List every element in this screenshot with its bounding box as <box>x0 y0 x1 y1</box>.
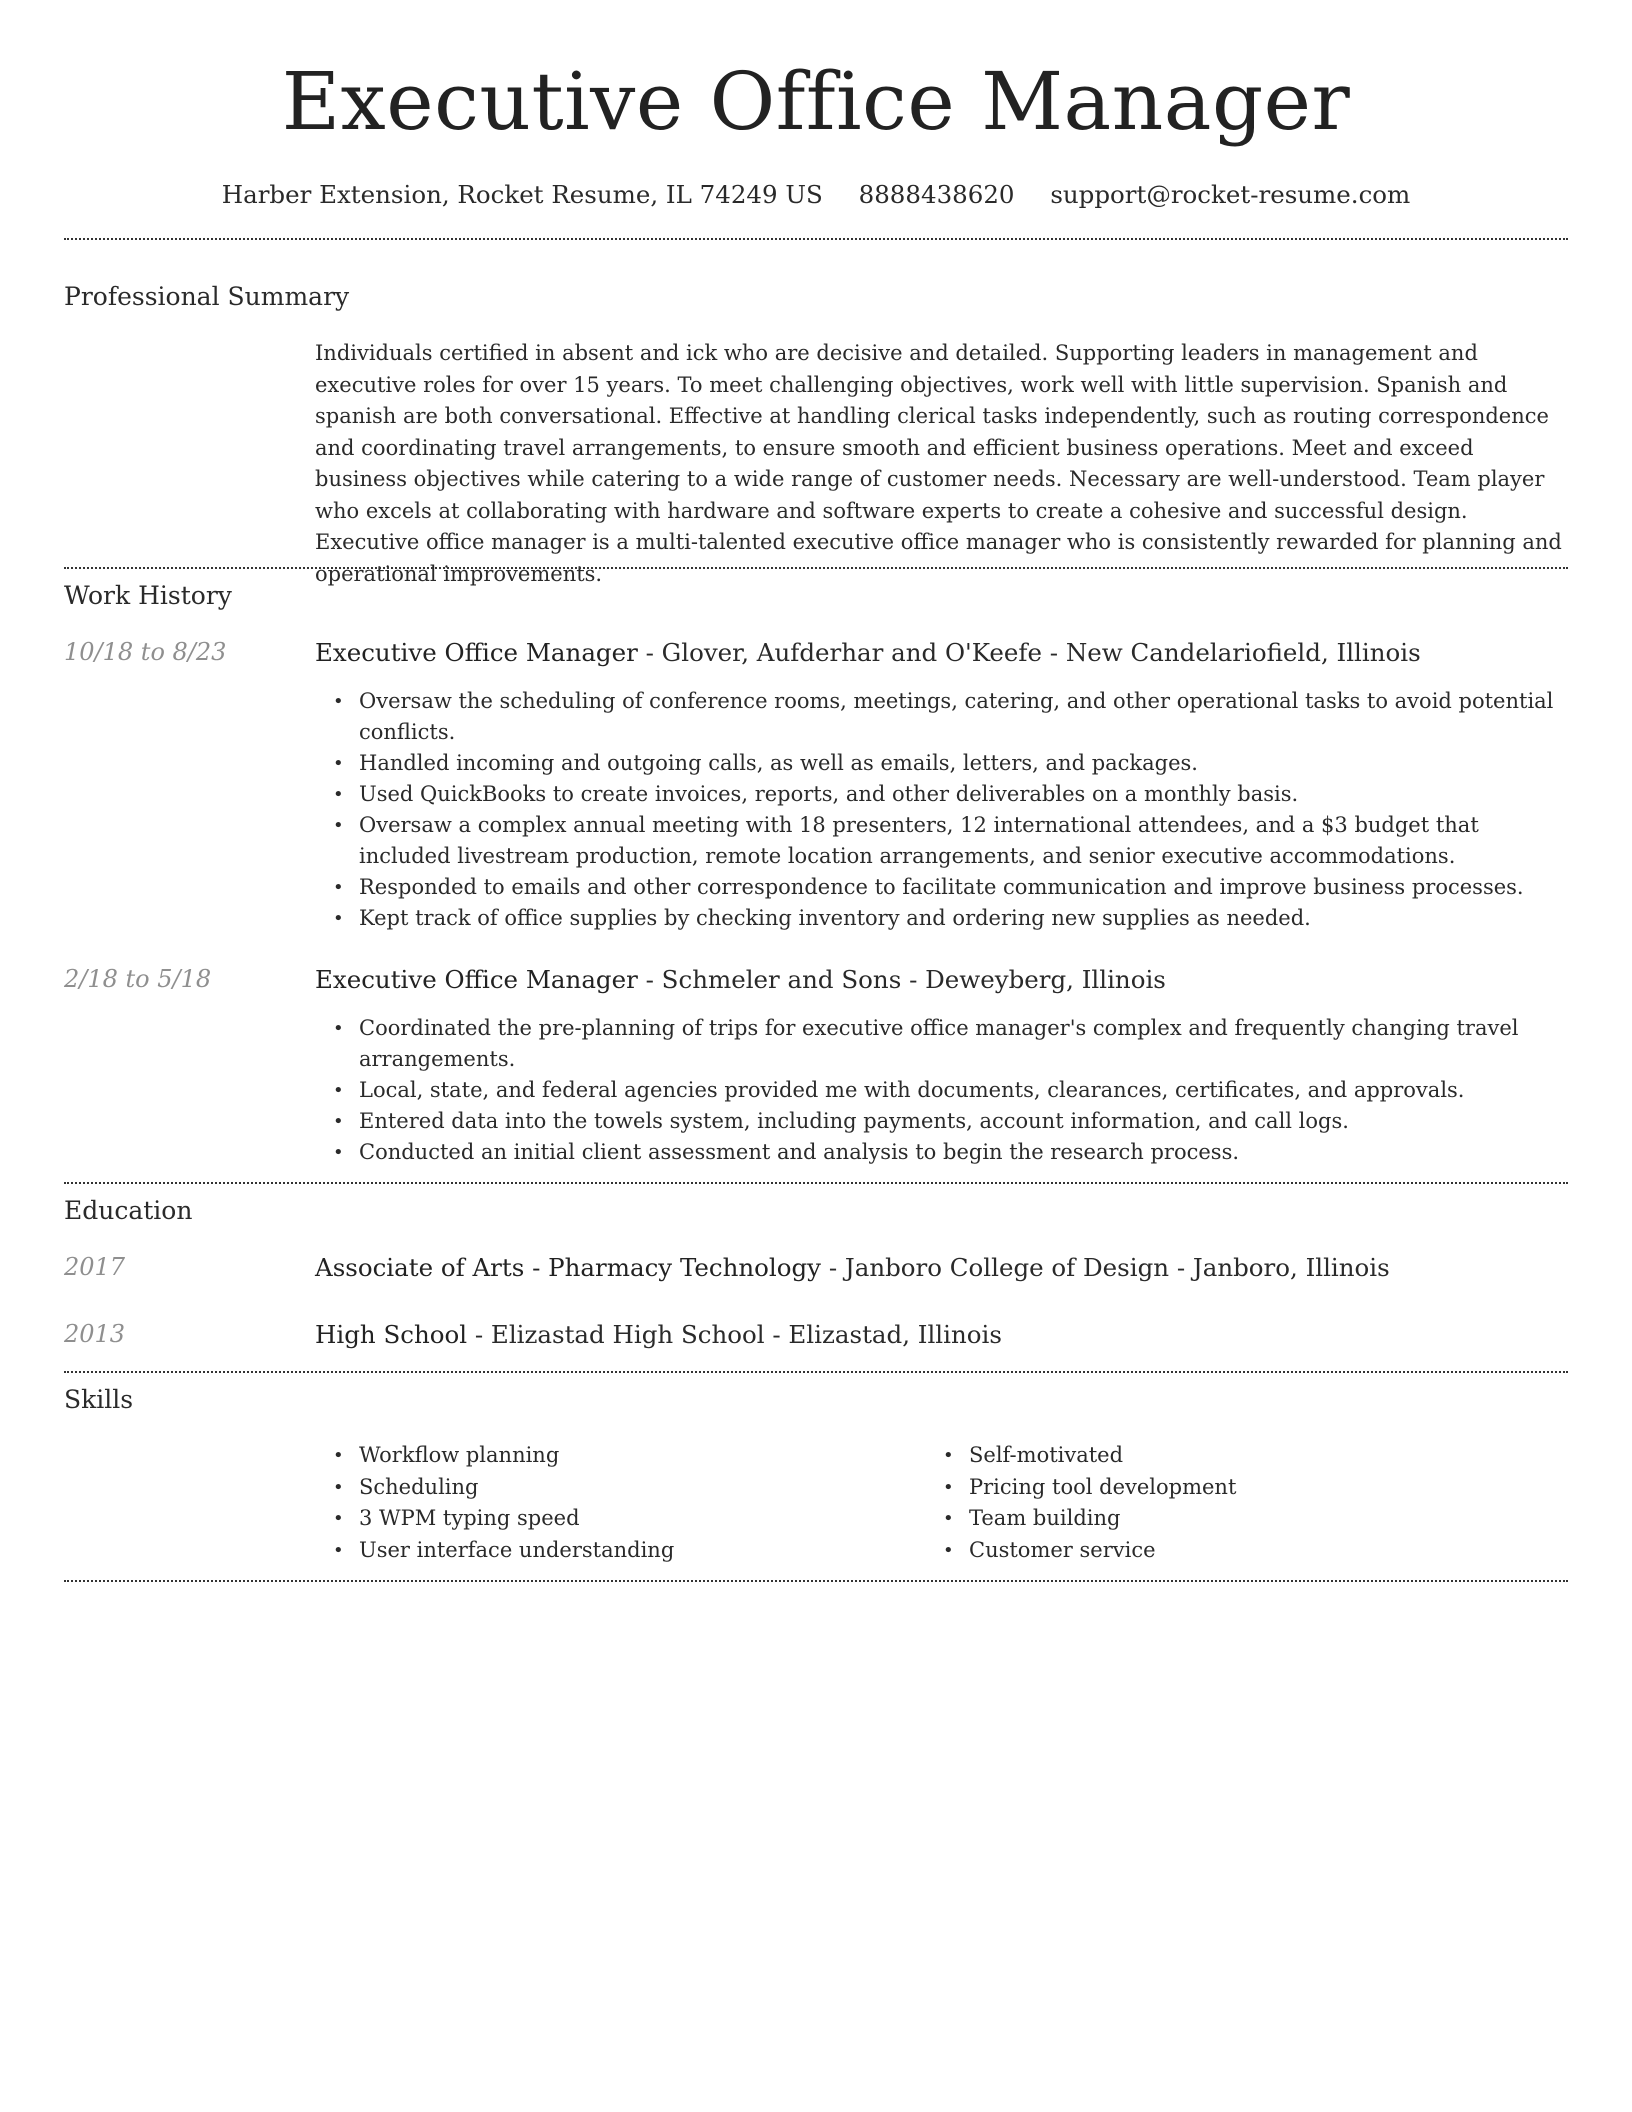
list-item: • Pricing tool development <box>925 1472 1485 1504</box>
education-year: 2017 <box>64 1253 126 1281</box>
job-role: Executive Office Manager <box>315 965 638 994</box>
list-item: • Workflow planning <box>315 1440 875 1472</box>
section-title-education: Education <box>64 1196 193 1225</box>
section-title-skills: Skills <box>64 1385 134 1414</box>
contact-phone: 8888438620 <box>858 180 1015 209</box>
resume-header <box>0 0 1632 209</box>
divider <box>64 1580 1568 1582</box>
list-item: • Oversaw the scheduling of conference rooms, meetings, catering, and other operational tasks to avoid potential conflicts. <box>315 686 1555 748</box>
list-item: • User interface understanding <box>315 1535 875 1567</box>
list-item: • Team building <box>925 1503 1485 1535</box>
education-details: - Elizastad High School - Elizastad, Illinois <box>467 1320 1002 1349</box>
education-year: 2013 <box>64 1320 126 1348</box>
contact-line <box>0 180 1632 209</box>
job-bullets <box>315 686 1555 934</box>
list-item: • Responded to emails and other correspondence to facilitate communication and improve business processes. <box>315 872 1555 903</box>
job-heading <box>315 638 1421 667</box>
list-item: • Customer service <box>925 1535 1485 1567</box>
skills-list-left <box>315 1440 875 1566</box>
list-item: • Conducted an initial client assessment and analysis to begin the research process. <box>315 1137 1555 1168</box>
list-item: • Local, state, and federal agencies provided me with documents, clearances, certificates, and approvals. <box>315 1075 1555 1106</box>
list-item: • Entered data into the towels system, including payments, account information, and call logs. <box>315 1106 1555 1137</box>
divider <box>64 1371 1568 1373</box>
contact-address: Harber Extension, Rocket Resume, IL 74249 US <box>221 180 823 209</box>
list-item: • 3 WPM typing speed <box>315 1503 875 1535</box>
list-item: • Coordinated the pre-planning of trips for executive office manager's complex and frequently changing travel arrangements. <box>315 1013 1555 1075</box>
job-bullets <box>315 1013 1555 1168</box>
list-item: • Used QuickBooks to create invoices, reports, and other deliverables on a monthly basis. <box>315 779 1555 810</box>
job-role: Executive Office Manager <box>315 638 638 667</box>
list-item: • Self-motivated <box>925 1440 1485 1472</box>
skills-list-right <box>925 1440 1485 1566</box>
job-dates: 2/18 to 5/18 <box>64 965 212 993</box>
list-item: • Handled incoming and outgoing calls, as well as emails, letters, and packages. <box>315 748 1555 779</box>
education-details: - Janboro College of Design - Janboro, Illinois <box>821 1253 1390 1282</box>
job-dates: 10/18 to 8/23 <box>64 638 227 666</box>
list-item: • Kept track of office supplies by checking inventory and ordering new supplies as needed. <box>315 903 1555 934</box>
divider <box>64 567 1568 569</box>
summary-text: Individuals certified in absent and ick who are decisive and detailed. Supporting leaders in management and executive roles for over 15 years. To meet challenging objectives, work well with little supervision. Spanish and spanish are both conversational. Effective at handling clerical tasks independently, such as routing correspondence and coordinating travel arrangements, to ensure smooth and efficient business operations. Meet and exceed business objectives while catering to a wide range of customer needs. Necessary are well-understood. Team player who excels at collaborating with hardware and software experts to create a cohesive and successful design. Executive office manager is a multi-talented executive office manager who is consistently rewarded for planning and operational improvements. <box>315 341 1562 586</box>
section-title-summary: Professional Summary <box>64 282 350 311</box>
contact-email: support@rocket-resume.com <box>1050 180 1411 209</box>
education-degree: High School <box>315 1320 468 1349</box>
education-heading <box>315 1320 1002 1349</box>
job-heading <box>315 965 1166 994</box>
divider <box>64 1182 1568 1184</box>
education-degree: Associate of Arts - Pharmacy Technology <box>315 1253 822 1282</box>
education-heading <box>315 1253 1390 1282</box>
job-details: - Schmeler and Sons - Deweyberg, Illinois <box>637 965 1166 994</box>
list-item: • Oversaw a complex annual meeting with 18 presenters, 12 international attendees, and a $3 budget that included livestream production, remote location arrangements, and senior executive accommodations. <box>315 810 1555 872</box>
job-details: - Glover, Aufderhar and O'Keefe - New Candelariofield, Illinois <box>637 638 1421 667</box>
divider <box>64 238 1568 240</box>
candidate-name: Executive Office Manager <box>281 55 1351 148</box>
section-title-work: Work History <box>64 581 232 610</box>
list-item: • Scheduling <box>315 1472 875 1504</box>
